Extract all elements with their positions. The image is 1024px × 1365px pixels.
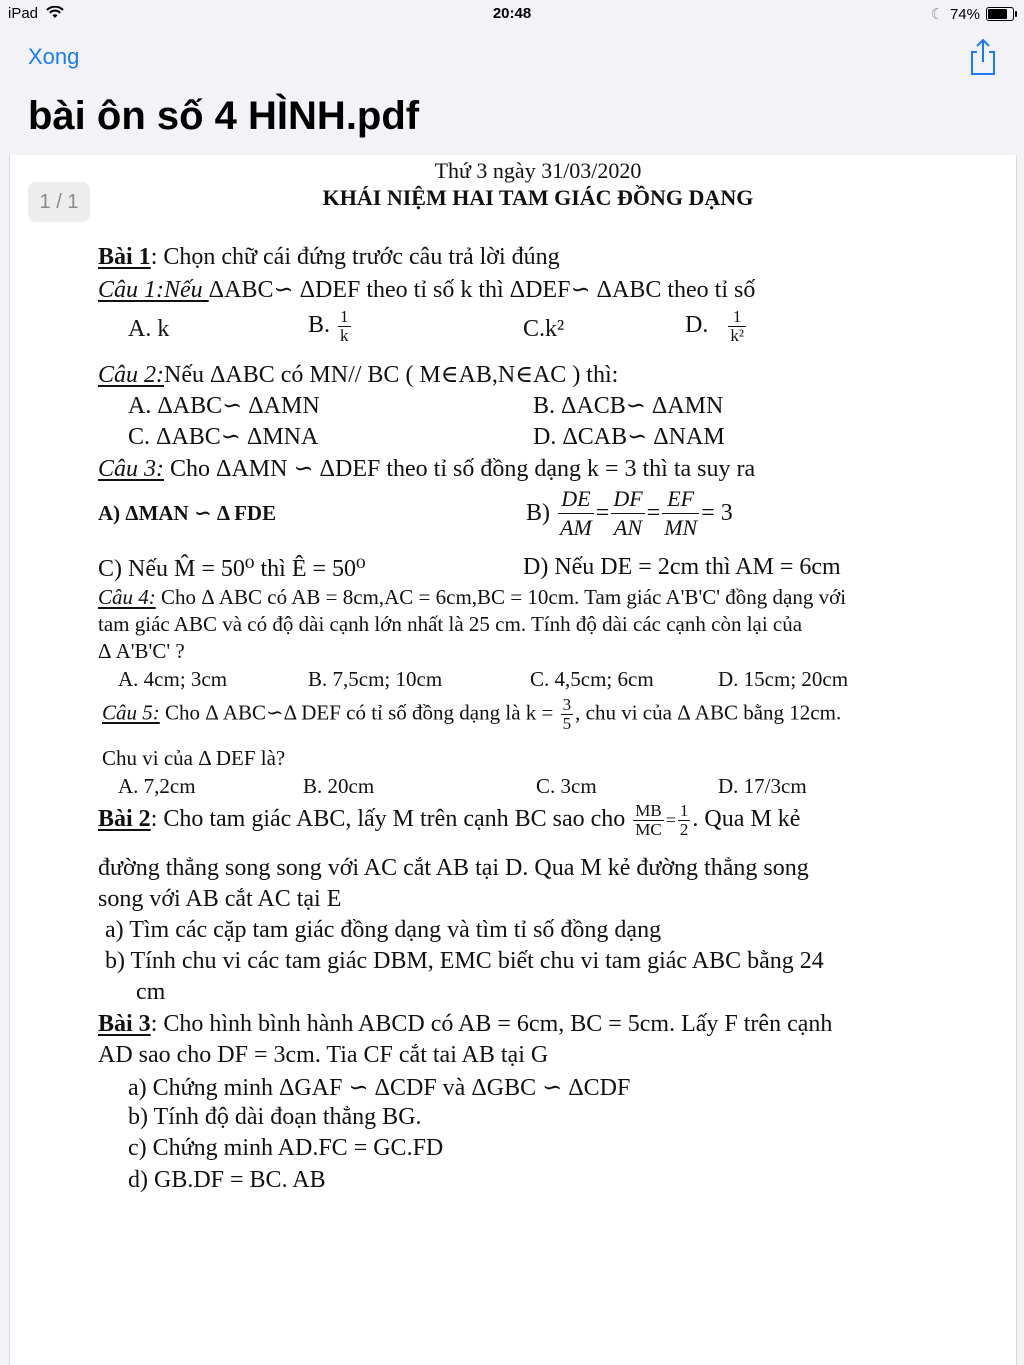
q2-option-d: D. ΔCAB∽ ΔNAM [533, 424, 725, 450]
q5-line1 [102, 696, 841, 733]
status-time: 20:48 [492, 5, 532, 22]
page-count-badge: 1 / 1 [28, 182, 90, 222]
bai3-part-a: a) Chứng minh ΔGAF ∽ ΔCDF và ΔGBC ∽ ΔCDF [128, 1075, 631, 1101]
q5-label: Câu 5: [102, 700, 160, 725]
q1-d-label: D. [685, 312, 709, 339]
q3-option-b [526, 485, 733, 542]
frac-1-k2: $\frac{1}{\text{k²}}$ [730, 307, 744, 345]
bai3-part-d: d) GB.DF = BC. AB [128, 1167, 326, 1193]
q1-option-c: C.k² [523, 316, 565, 342]
q5-option-d: D. 17/3cm [718, 774, 807, 798]
q4-option-a: A. 4cm; 3cm [118, 667, 228, 691]
q5-text1: Cho Δ ABC∽Δ DEF có tỉ số đồng dạng là k = [159, 700, 554, 725]
q3-label: Câu 3: [98, 456, 164, 482]
q1-text: ΔABC∽ ΔDEF theo tỉ số k thì ΔDEF∽ ΔABC theo tỉ số [208, 277, 756, 303]
bai3-part-c: c) Chứng minh AD.FC = GC.FD [128, 1135, 444, 1161]
date-line: Thứ 3 ngày 31/03/2020 [434, 158, 642, 183]
bai2-part-b-cont: cm [136, 979, 166, 1005]
done-button[interactable]: Xong [28, 44, 80, 69]
frac-3-5: $\frac{3}{5}$ [562, 695, 572, 733]
q4-option-b: B. 7,5cm; 10cm [308, 667, 443, 691]
bai3-line1 [98, 1011, 832, 1038]
q3-option-c: C) Nếu M̂ = 50⁰ thì Ê = 50⁰ [98, 556, 366, 582]
heading: KHÁI NIỆM HAI TAM GIÁC ĐỒNG DẠNG [322, 185, 754, 210]
battery-icon [986, 7, 1014, 21]
frac-df-an: $\frac{DF}{AN}$ [613, 486, 643, 540]
q4-option-d: D. 15cm; 20cm [718, 667, 849, 691]
q2-option-c: C. ΔABC∽ ΔMNA [128, 424, 319, 450]
bai2-label: Bài 2 [98, 806, 151, 833]
q2-line [98, 360, 618, 389]
q4-label: Câu 4: [98, 585, 156, 609]
q1-line [98, 275, 755, 304]
q1-option-b [308, 308, 353, 345]
q5-option-c: C. 3cm [536, 774, 597, 798]
eq-three: = 3 [701, 500, 733, 526]
bai2-part-b: b) Tính chu vi các tam giác DBM, EMC biết chu vi tam giác ABC bằng 24 [105, 948, 824, 974]
q4-line2: tam giác ABC và có độ dài cạnh lớn nhất là 25 cm. Tính độ dài các cạnh còn lại của [98, 612, 803, 636]
bai3-text1: : Cho hình bình hành ABCD có AB = 6cm, BC = 5cm. Lấy F trên cạnh [150, 1011, 833, 1037]
frac-mb-mc: $\frac{MB}{MC}$ [635, 801, 662, 839]
frac-de-am: $\frac{DE}{AM}$ [560, 486, 592, 540]
q4-line1 [98, 585, 846, 610]
status-bar [0, 0, 1024, 28]
q2-option-a: A. ΔABC∽ ΔAMN [128, 393, 320, 419]
q3-option-d: D) Nếu DE = 2cm thì AM = 6cm [523, 554, 841, 580]
bai3-line2: AD sao cho DF = 3cm. Tia CF cắt tai AB tại G [98, 1042, 549, 1068]
q1-b-label: B. [308, 312, 331, 339]
q4-option-c: C. 4,5cm; 6cm [530, 667, 654, 691]
device-name: iPad [8, 5, 39, 22]
q1-option-a: A. k [128, 316, 170, 342]
q2-label: Câu 2: [98, 362, 164, 388]
q2-option-b: B. ΔACB∽ ΔAMN [533, 393, 724, 419]
moon-icon: ☾ [930, 6, 944, 23]
bai1-label: Bài 1 [98, 244, 151, 270]
q3-option-a: A) ΔMAN ∽ Δ FDE [98, 501, 277, 525]
frac-1-k: $\frac{1}{k}$ [340, 307, 349, 345]
bai3-part-b: b) Tính độ dài đoạn thẳng BG. [128, 1104, 422, 1130]
frac-ef-mn: $\frac{EF}{MN}$ [664, 486, 698, 540]
eq-sign: = [595, 500, 610, 526]
navigation-bar [0, 28, 1024, 153]
bai2-line3: song với AB cắt AC tại E [98, 886, 342, 912]
q2-text: Nếu ΔABC có MN// BC ( M∈AB,N∈AC ) thì: [164, 362, 619, 388]
status-right [931, 5, 1014, 23]
bai2-part-a: a) Tìm các cặp tam giác đồng dạng và tìm tỉ số đồng dạng [105, 917, 662, 943]
bai2-text1: : Cho tam giác ABC, lấy M trên cạnh BC sao cho [150, 806, 626, 833]
q5-line2: Chu vi của Δ DEF là? [102, 746, 286, 770]
q3-b-label: B) [526, 500, 550, 526]
document-title: bài ôn số 4 HÌNH.pdf [28, 94, 420, 138]
share-icon[interactable] [968, 38, 998, 76]
q1-label: Câu 1:Nếu [98, 277, 209, 303]
q5-option-a: A. 7,2cm [118, 774, 196, 798]
battery-percent: 74% [949, 5, 980, 23]
bai3-label: Bài 3 [98, 1011, 151, 1037]
q3-text: Cho ΔAMN ∽ ΔDEF theo tỉ số đồng dạng k = 3 thì ta suy ra [164, 456, 756, 482]
eq-sign: = [646, 500, 661, 526]
eq-sign: = [665, 810, 676, 831]
q5-text2: , chu vi của Δ ABC bằng 12cm. [575, 700, 842, 725]
bai2-line2: đường thẳng song song với AC cắt AB tại D. Qua M kẻ đường thẳng song [98, 855, 809, 881]
q5-option-b: B. 20cm [303, 774, 375, 798]
q4-line3: Δ A'B'C' ? [98, 639, 185, 663]
bai1-line [98, 244, 560, 271]
bai2-line1 [98, 802, 800, 839]
bai2-text2: . Qua M kẻ [692, 806, 801, 833]
q4-text1: Cho Δ ABC có AB = 8cm,AC = 6cm,BC = 10cm. Tam giác A'B'C' đồng dạng với [155, 585, 847, 609]
frac-1-2: $\frac{1}{2}$ [679, 801, 689, 839]
q1-option-d [685, 308, 748, 345]
bai1-text: : Chọn chữ cái đứng trước câu trả lời đúng [150, 244, 560, 270]
q3-line [98, 454, 755, 483]
